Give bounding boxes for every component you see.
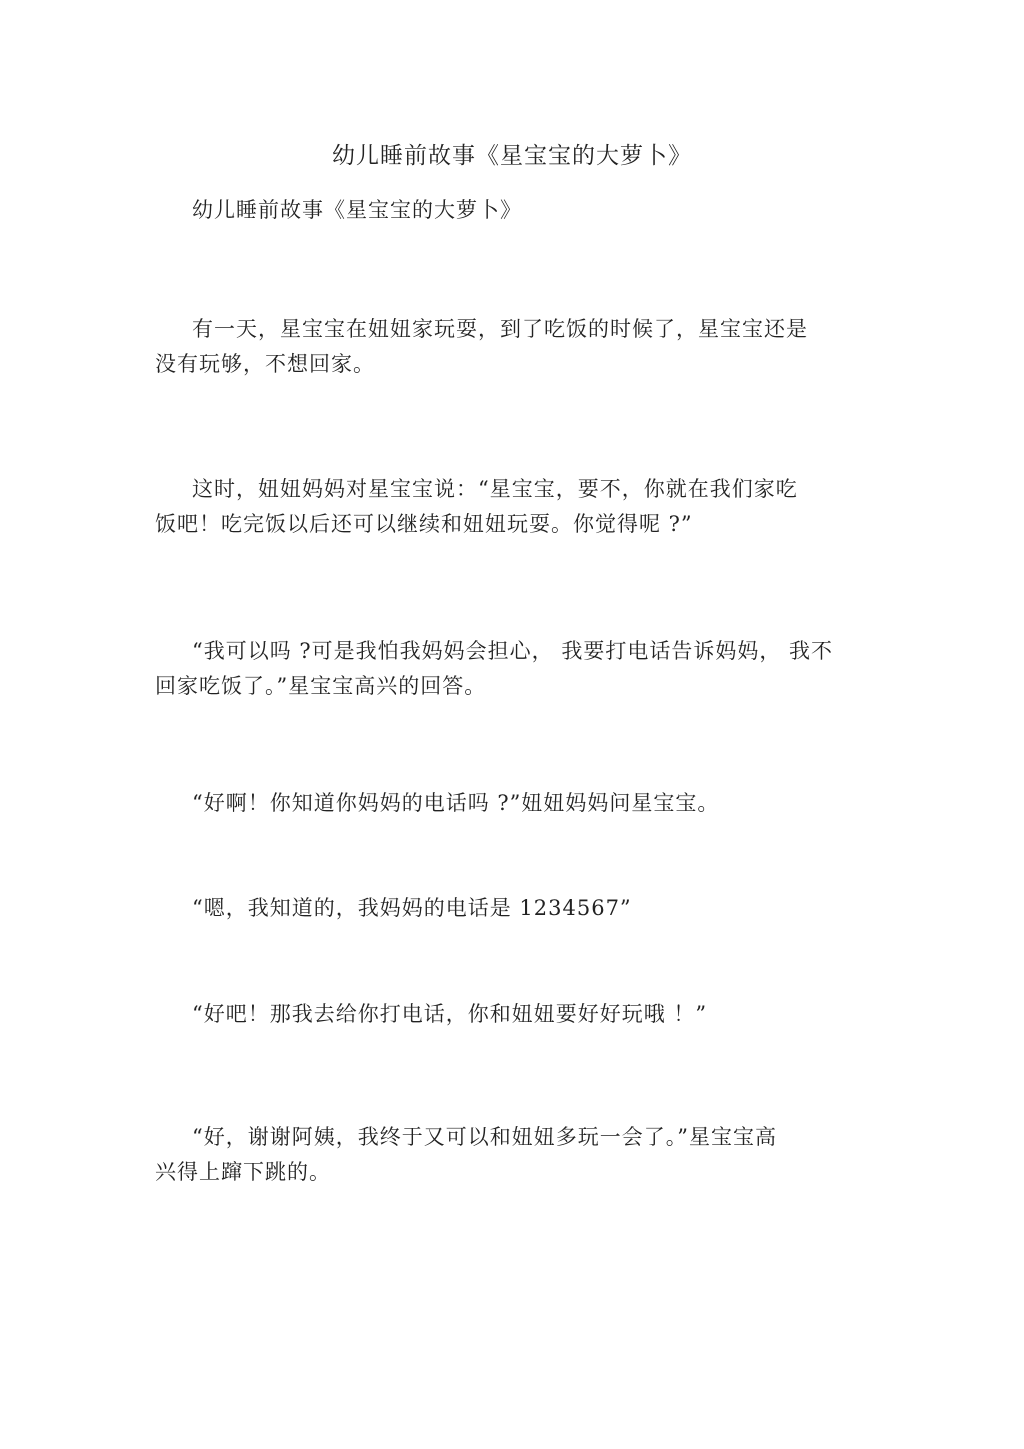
document-subtitle: 幼儿睡前故事《星宝宝的大萝卜》 xyxy=(192,198,522,222)
paragraph-3-line-2: 回家吃饭了。”星宝宝高兴的回答。 xyxy=(155,674,487,698)
paragraph-3 xyxy=(155,634,865,704)
paragraph-7-line-1: “好，谢谢阿姨，我终于又可以和妞妞多玩一会了。”星宝宝高 xyxy=(192,1125,777,1149)
paragraph-4-line-1: “好啊！你知道你妈妈的电话吗 ?”妞妞妈妈问星宝宝。 xyxy=(192,791,720,815)
paragraph-1 xyxy=(155,312,865,382)
paragraph-5 xyxy=(155,891,865,926)
paragraph-3-line-1: “我可以吗 ?可是我怕我妈妈会担心， 我要打电话告诉妈妈， 我不 xyxy=(192,639,834,663)
paragraph-5-line-1: “嗯，我知道的，我妈妈的电话是 1234567” xyxy=(192,896,632,920)
paragraph-6-line-1: “好吧！那我去给你打电话，你和妞妞要好好玩哦 ！” xyxy=(192,1002,708,1026)
paragraph-2-line-2: 饭吧！吃完饭以后还可以继续和妞妞玩耍。你觉得呢 ?” xyxy=(155,512,693,536)
paragraph-1-line-2: 没有玩够，不想回家。 xyxy=(155,352,375,376)
paragraph-4 xyxy=(155,786,865,821)
paragraph-6 xyxy=(155,997,865,1032)
paragraph-2-line-1: 这时，妞妞妈妈对星宝宝说：“星宝宝，要不，你就在我们家吃 xyxy=(192,477,798,501)
paragraph-7-line-2: 兴得上蹿下跳的。 xyxy=(155,1160,331,1184)
paragraph-2 xyxy=(155,472,865,542)
paragraph-7 xyxy=(155,1120,865,1190)
document-title: 幼儿睡前故事《星宝宝的大萝卜》 xyxy=(332,143,692,169)
paragraph-1-line-1: 有一天，星宝宝在妞妞家玩耍，到了吃饭的时候了，星宝宝还是 xyxy=(192,317,808,341)
